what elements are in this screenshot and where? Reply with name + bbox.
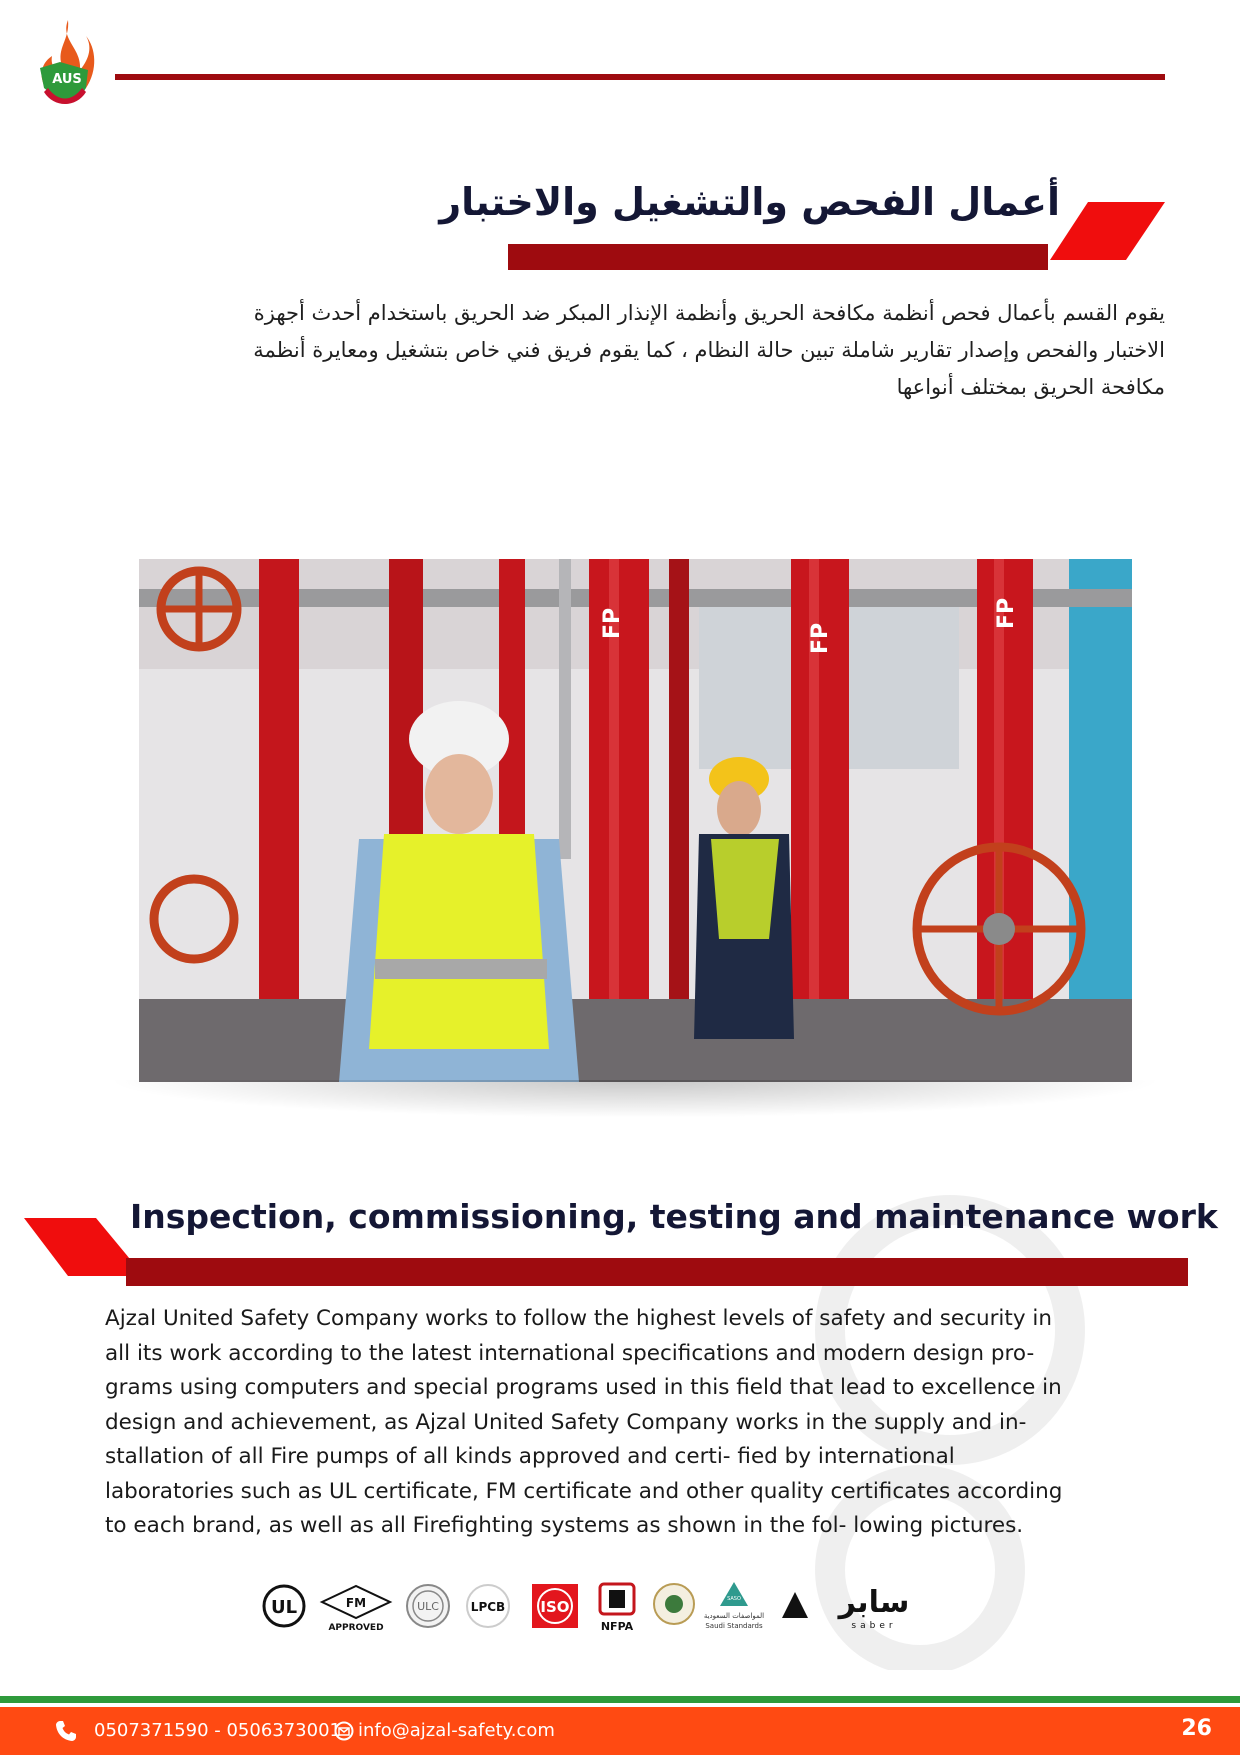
arabic-title-accent <box>1050 202 1165 260</box>
nfpa-text: NFPA <box>600 1620 634 1633</box>
arabic-line: مكافحة الحريق بمختلف أنواعها <box>896 375 1165 399</box>
pipe-label: FP <box>600 607 625 639</box>
logo-text: AUS <box>52 72 82 87</box>
arabic-line: يقوم القسم بأعمال فحص أنظمة مكافحة الحريق وأنظمة الإنذار المبكر ضد الحريق باستخدام أحدث أجهزة <box>253 301 1165 325</box>
ul-text: UL <box>270 1597 298 1618</box>
saso-english-text: Saudi Standards <box>705 1622 763 1630</box>
fm-approved-logo <box>322 1586 390 1633</box>
saber-arabic-text: سابر <box>838 1585 910 1620</box>
lpcb-text: LPCB <box>470 1600 506 1614</box>
footer-email[interactable]: info@ajzal-safety.com <box>358 1720 555 1741</box>
saber-logo <box>782 1585 909 1631</box>
fm-text: FM <box>345 1596 367 1610</box>
english-line: grams using computers and special programs used in this field that lead to excellence in <box>105 1375 1062 1400</box>
english-section-title: Inspection, commissioning, testing and maintenance work <box>130 1197 1218 1236</box>
photo-shadow <box>105 1080 1165 1118</box>
arabic-line: الاختبار والفحص وإصدار تقارير شاملة تبين حالة النظام ، كما يقوم فريق فني خاص بتشغيل ومعايرة أنظمة <box>253 338 1165 362</box>
saudi-standards-logo <box>704 1582 764 1630</box>
iso-logo <box>532 1584 578 1628</box>
saso-badge-text: SASO <box>727 1596 741 1602</box>
footer-bar <box>0 1707 1240 1755</box>
pipe-label: FP <box>808 622 833 654</box>
arabic-section-title: أعمال الفحص والتشغيل والاختبار <box>439 180 1060 224</box>
ulc-text: ULC <box>417 1600 439 1613</box>
arabic-title-bar <box>508 244 1048 270</box>
fire-pump-room-photo <box>139 559 1132 1082</box>
fm-approved-text: APPROVED <box>328 1623 384 1633</box>
english-line: laboratories such as UL certificate, FM certificate and other quality certificates according <box>105 1478 1063 1504</box>
english-line: all its work according to the latest international specifications and modern design pro- <box>105 1340 1035 1366</box>
header-rule <box>115 74 1165 80</box>
ulc-logo <box>407 1585 449 1627</box>
arabic-description <box>110 295 1165 406</box>
mail-icon <box>334 1721 354 1741</box>
page-number: 26 <box>1181 1716 1212 1741</box>
footer-green-stripe <box>0 1696 1240 1703</box>
english-description <box>105 1302 1140 1544</box>
english-line: stallation of all Fire pumps of all kinds approved and certi- fied by international <box>105 1444 955 1469</box>
certification-logos <box>262 1578 942 1634</box>
phone-icon <box>54 1719 78 1743</box>
company-logo <box>30 18 100 110</box>
footer-phone-numbers[interactable]: 0507371590 - 0506373001 <box>94 1720 341 1741</box>
english-line: Ajzal United Safety Company works to follow the highest levels of safety and security in <box>105 1306 1052 1331</box>
lpcb-logo <box>467 1585 509 1627</box>
english-title-bar <box>126 1258 1188 1286</box>
iso-text: ISO <box>540 1598 570 1616</box>
ul-logo <box>264 1586 304 1626</box>
saber-english-text: saber <box>851 1621 897 1631</box>
pipe-label: FP <box>994 597 1019 629</box>
english-line: design and achievement, as Ajzal United Safety Company works in the supply and in- <box>105 1409 1027 1435</box>
civil-defense-logo <box>654 1584 694 1624</box>
saso-arabic-text: المواصفات السعودية <box>703 1612 765 1620</box>
nfpa-logo <box>600 1584 634 1633</box>
english-line: to each brand, as well as all Firefighting systems as shown in the fol- lowing pictures. <box>105 1513 1024 1538</box>
